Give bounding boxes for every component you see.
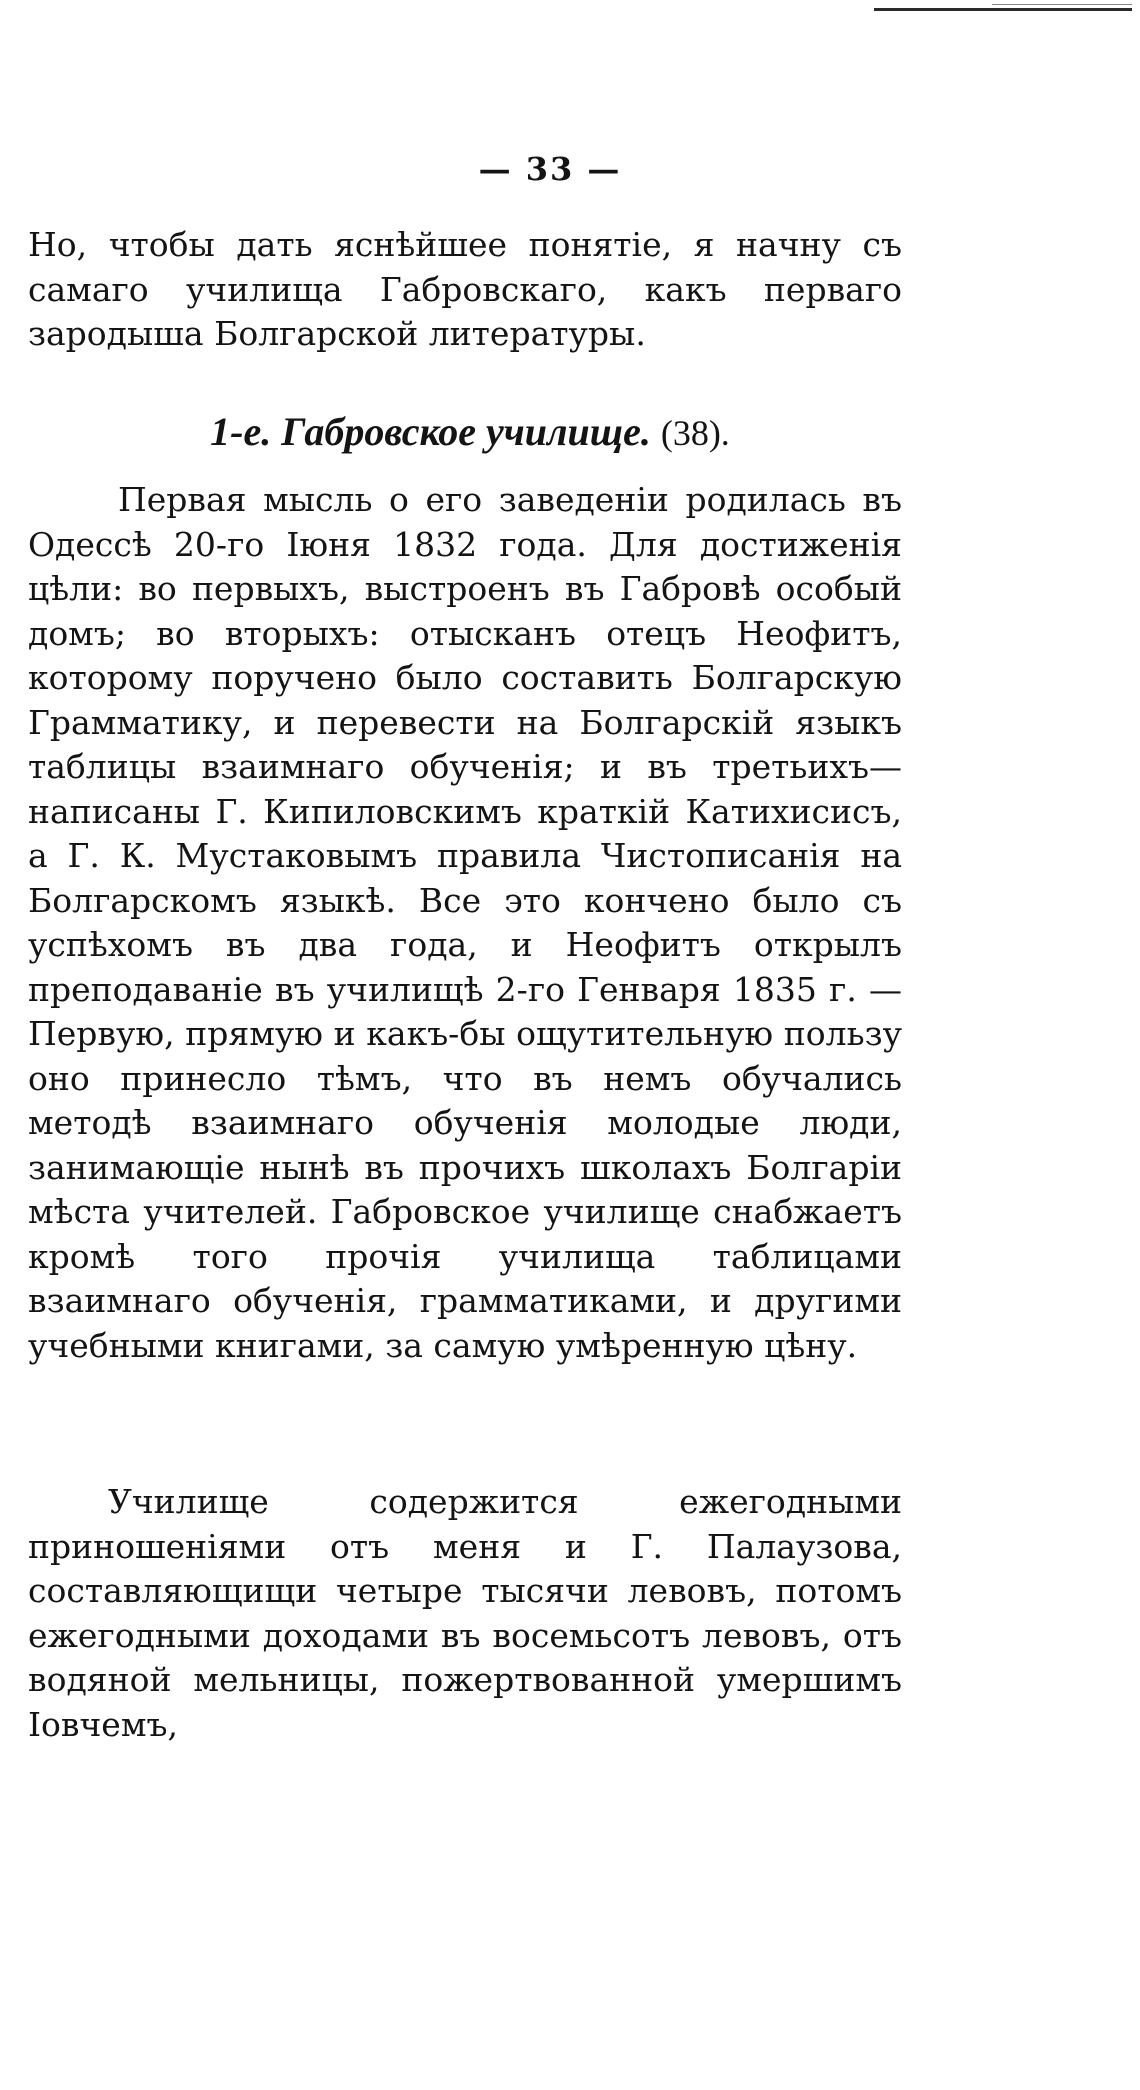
paragraph-2 [28, 478, 902, 1368]
top-rule [874, 8, 1132, 11]
section-heading [0, 408, 940, 455]
section-heading-title: 1-е. Габровское училище. [210, 409, 651, 454]
paragraph-3 [28, 1480, 902, 1747]
paragraph-1 [28, 223, 902, 357]
top-rule-thin [992, 4, 1132, 5]
paragraph-3-text: Училище содержится ежегодными приношеніями отъ меня и Г. Палаузова, составляющищи четыре тысячи левовъ, потомъ ежегодными доходами въ восемьсотъ левовъ, отъ водяной мельницы, пожертвованной умершимъ Іовчемъ, [28, 1482, 902, 1744]
section-heading-reference: (38). [660, 413, 730, 453]
paragraph-2-text: Первая мысль о его заведеніи родилась въ Одессѣ 20-го Іюня 1832 года. Для достиженія цѣли: во первыхъ, выстроенъ въ Габровѣ особый домъ; во вторыхъ: отысканъ отецъ Неофитъ, которому поручено было составить Болгарскую Грамматику, и перевести на Болгарскій языкъ таблицы взаимнаго обученія; и въ третьихъ—написаны Г. Кипиловскимъ краткій Катихисисъ, а Г. К. Мустаковымъ правила Чистописанія на Болгарскомъ языкѣ. Все это кончено было съ успѣхомъ въ два года, и Неофитъ открылъ преподаваніе въ училищѣ 2-го Генваря 1835 г. — Первую, прямую и какъ-бы ощутительную пользу оно принесло тѣмъ, что въ немъ обучались методѣ взаимнаго обученія молодые люди, занимающіе нынѣ въ прочихъ школахъ Болгаріи мѣста учителей. Габровское училище снабжаетъ кромѣ того прочія училища таблицами взаимнаго обученія, грамматиками, и другими учебными книгами, за самую умѣренную цѣну. [28, 480, 902, 1365]
page-number: — 33 — [478, 150, 622, 188]
paragraph-1-text: Но, чтобы дать яснѣйшее понятіе, я начну съ самаго училища Габровскаго, какъ перваго зародыша Болгарской литературы. [28, 225, 902, 353]
